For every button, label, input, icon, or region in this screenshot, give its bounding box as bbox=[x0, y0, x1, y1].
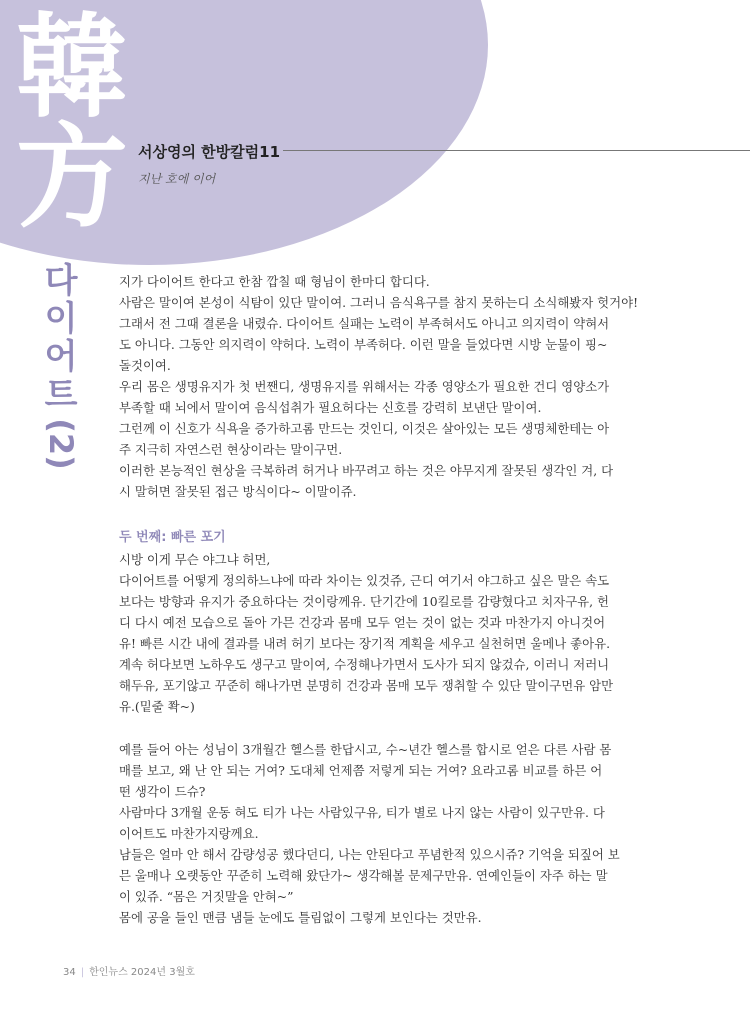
body-line: 해두유, 포기않고 꾸준히 해나가면 분명히 건강과 몸매 모두 쟁취할 수 있단 말이구먼유 암만 bbox=[119, 678, 614, 693]
body-line: 남들은 얼마 안 해서 감량성공 했다던디, 나는 안된다고 푸념한적 있으시쥬? 기억을 되짚어 보 bbox=[119, 847, 620, 862]
body-line: 도 아니다. 그동안 의지력이 약허다. 노력이 부족허다. 이런 말을 들었다면 시방 눈물이 핑~ bbox=[119, 337, 608, 352]
article-body bbox=[119, 271, 679, 928]
body-line: 계속 허다보면 노하우도 생구고 말이여, 수정해나가면서 도사가 되지 않겄슈, 이러니 저러니 bbox=[119, 657, 610, 672]
body-line: 몸에 공을 들인 맨큼 냄들 눈에도 틀림없이 그렇게 보인다는 것만유. bbox=[119, 910, 482, 925]
body-line: 시 말허면 잘못된 접근 방식이다~ 이말이쥬. bbox=[119, 484, 357, 499]
title-char: 트 bbox=[44, 375, 78, 415]
body-line: 보다는 방향과 유지가 중요하다는 것이랑께유. 단기간에 10킬로를 감량혔다고 치자구유, 헌 bbox=[119, 594, 609, 609]
vertical-article-title bbox=[33, 261, 89, 470]
title-char: 다 bbox=[44, 261, 78, 301]
body-line: 다이어트를 어떻게 정의하느냐에 따라 차이는 있것쥬, 근디 여기서 야그하고 싶은 말은 속도 bbox=[119, 573, 610, 588]
body-line: 주 지극히 자연스런 현상이라는 말이구먼. bbox=[119, 442, 343, 457]
header-divider bbox=[283, 150, 750, 151]
hanja-bang-character: 方 bbox=[16, 113, 128, 243]
hanja-han-character: 韓 bbox=[16, 3, 128, 133]
section-heading: 두 번째: 빠른 포기 bbox=[119, 530, 226, 545]
page-number: 34 bbox=[63, 967, 76, 978]
body-line: 그런께 이 신호가 식욕을 증가하고롬 만드는 것인디, 이것은 살아있는 모든 생명체한테는 아 bbox=[119, 421, 610, 436]
body-line: 떤 생각이 드슈? bbox=[119, 784, 206, 799]
body-line: 그래서 전 그때 결론을 내렸슈. 다이어트 실패는 노력이 부족혀서도 아니고 의지력이 약혀서 bbox=[119, 316, 610, 331]
body-line: 이러한 본능적인 현상을 극복하려 허거나 바꾸려고 하는 것은 야무지게 잘못된 생각인 겨, 다 bbox=[119, 463, 614, 478]
body-line: 우리 몸은 생명유지가 첫 번짼디, 생명유지를 위해서는 각종 영양소가 필요한 건디 영양소가 bbox=[119, 379, 610, 394]
body-line: 믄 울매나 오랫동안 꾸준히 노력해 왔단가~ 생각해볼 문제구만유. 연예인들이 자주 하는 말 bbox=[119, 868, 608, 883]
body-line: 사람은 말이여 본성이 식탐이 있단 말이여. 그러니 음식욕구를 참지 못하는디 소식해봤자 헛거야! bbox=[119, 295, 639, 310]
body-line: 이어트도 마찬가지랑께요. bbox=[119, 826, 259, 841]
title-char: 이 bbox=[44, 299, 78, 339]
body-line: 시방 이게 무슨 야그냐 허먼, bbox=[119, 552, 271, 567]
title-char: 어 bbox=[44, 337, 78, 377]
body-line: 디 다시 예전 모습으로 돌아 가믄 건강과 몸매 모두 얻는 것이 없는 것과 마찬가지 아니것어 bbox=[119, 615, 606, 630]
body-line: 이 있쥬. “몸은 거짓말을 안혀~” bbox=[119, 889, 294, 904]
column-name: 서상영의 한방칼럼11 bbox=[138, 143, 281, 161]
body-line: 지가 다이어트 한다고 한참 깝칠 때 형님이 한마디 합디다. bbox=[119, 274, 430, 289]
title-number-text: (2) bbox=[41, 418, 80, 470]
body-line: 부족할 때 뇌에서 말이여 음식섭취가 필요허다는 신호를 강력히 보낸단 말이여. bbox=[119, 400, 542, 415]
body-line: 유! 빠른 시간 내에 결과를 내려 허기 보다는 장기적 계획을 세우고 실천허면 울메나 좋아유. bbox=[119, 636, 611, 651]
paragraph-gap bbox=[119, 502, 679, 527]
body-line: 매를 보고, 왜 난 안 되는 거여? 도대체 언제쯤 저렇게 되는 거여? 요라고롬 비교를 하믄 어 bbox=[119, 763, 603, 778]
paragraph-gap bbox=[119, 717, 679, 739]
body-line: 유.(밑줄 쫙~) bbox=[119, 699, 195, 714]
column-subtitle: 지난 호에 이어 bbox=[138, 172, 216, 186]
title-number bbox=[33, 418, 89, 470]
publication-info: 한인뉴스 2024년 3월호 bbox=[89, 967, 195, 978]
body-line: 예를 들어 아는 성님이 3개월간 헬스를 한답시고, 수~년간 헬스를 합시로 얻은 다른 사람 몸 bbox=[119, 742, 612, 757]
page-footer bbox=[63, 963, 195, 978]
body-line: 돌것이여. bbox=[119, 358, 171, 373]
footer-separator: | bbox=[80, 967, 85, 978]
body-line: 사람마다 3개월 운동 혀도 티가 나는 사람있구유, 티가 별로 나지 않는 사람이 있구만유. 다 bbox=[119, 805, 605, 820]
